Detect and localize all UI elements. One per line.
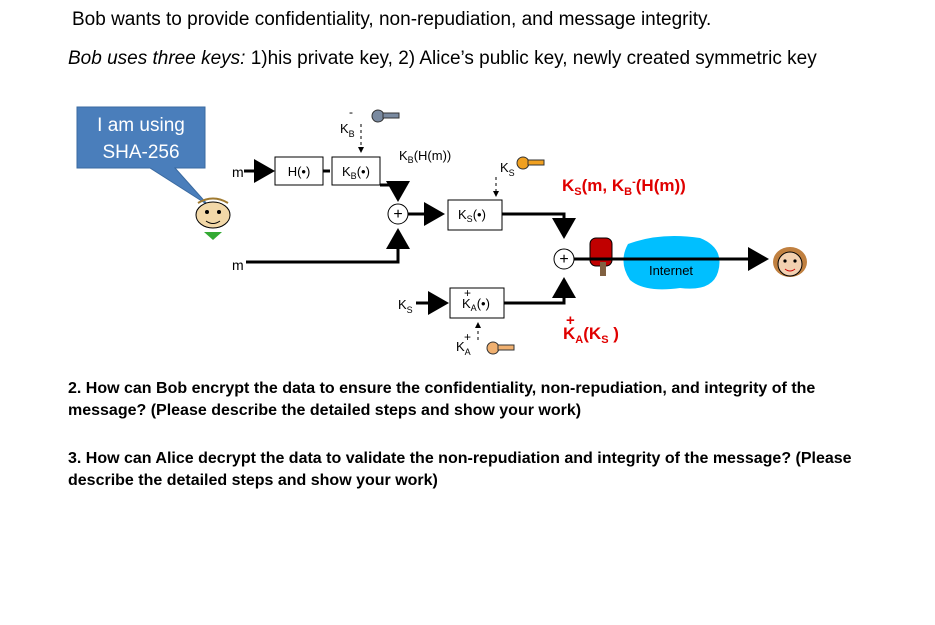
- svg-text:+: +: [559, 251, 569, 268]
- keys-text: 1)his private key, 2) Alice’s public key, newly created symmetric key: [245, 48, 817, 69]
- sha-callout: [77, 107, 208, 205]
- kb-private-label: $K_B$: [340, 121, 355, 139]
- private-key-icon: [372, 110, 399, 122]
- bob-figure: [196, 199, 230, 241]
- mailbox-icon: [590, 238, 612, 276]
- ks-box-label: $K_S(•)$: [458, 207, 486, 224]
- sign-box-label: $K_B(•)$: [342, 164, 370, 181]
- public-key-icon: [487, 342, 514, 354]
- ka-public-label: $K_A$: [456, 339, 471, 357]
- question-3: 3. How can Alice decrypt the data to validate the non-repudiation and integrity of the message? (Please describe the detailed steps and show your work): [68, 450, 852, 489]
- result-top: $K_S(m$, $K_B^-(H(m))$: [562, 176, 686, 198]
- ka-box-label: $K_A(•)$: [462, 296, 490, 313]
- alice-figure: [773, 247, 807, 277]
- keys-prefix: Bob uses three keys:: [68, 48, 246, 69]
- ka-public-plus: +: [464, 330, 472, 344]
- callout-line2: SHA-256: [102, 142, 180, 163]
- heading: Bob wants to provide confidentiality, non-repudiation, and message integrity.: [72, 9, 712, 30]
- m-bottom: m: [232, 257, 244, 273]
- hash-box-label: H(•): [287, 164, 311, 179]
- signed-hash-label: $K_B(H(m))$: [399, 148, 452, 165]
- svg-text:+: +: [393, 206, 403, 223]
- kb-minus: -: [349, 105, 353, 119]
- symmetric-key-icon: [517, 157, 544, 169]
- result-bottom: $K_A(K_S$ ): [563, 324, 619, 346]
- ka-box-plus: +: [464, 286, 472, 300]
- question-2: 2. How can Bob encrypt the data to ensure the confidentiality, non-repudiation, and integrity of the message? (Please describe the detailed steps and show your work): [68, 380, 816, 419]
- internet-label: Internet: [648, 263, 694, 278]
- result-bottom-plus: +: [566, 312, 575, 329]
- ks-label: $K_S$: [500, 160, 515, 178]
- m-top: m: [232, 164, 244, 180]
- callout-line1: I am using: [97, 115, 185, 136]
- ks-input-label: $K_S$: [398, 297, 413, 315]
